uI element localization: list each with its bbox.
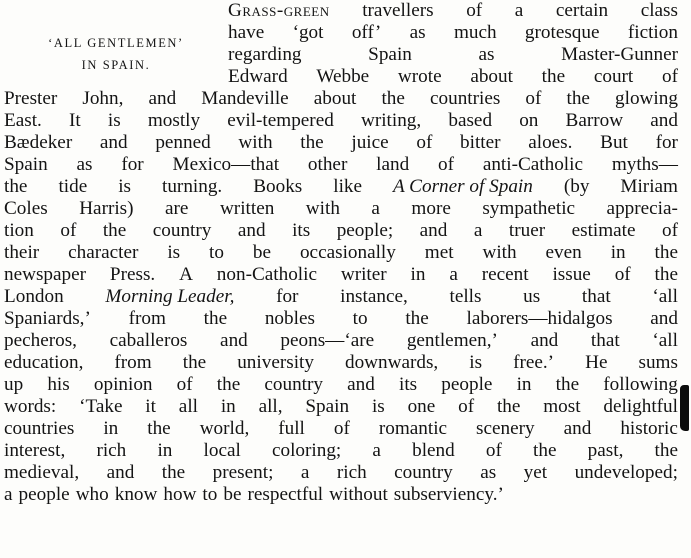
word: much	[453, 22, 497, 43]
word: of	[662, 66, 678, 87]
word: without	[329, 484, 388, 505]
word: Mandeville	[201, 88, 289, 109]
word: (by	[563, 176, 590, 197]
word: and	[148, 88, 177, 109]
word: country	[264, 374, 323, 395]
word: people;	[336, 220, 394, 241]
word: and	[650, 110, 678, 131]
word: bitter	[460, 132, 501, 153]
word: like	[333, 176, 363, 197]
word: John,	[82, 88, 124, 109]
text-line-20	[4, 418, 678, 440]
word: and	[347, 374, 375, 395]
word: evil-tempered	[227, 110, 334, 131]
word: be	[223, 484, 242, 505]
word: from	[128, 308, 166, 329]
word: for	[276, 286, 299, 307]
word: Master-Gunner	[561, 44, 678, 65]
word: undeveloped;	[574, 462, 678, 483]
word: ‘Take	[79, 396, 123, 417]
word: and	[419, 220, 448, 241]
word: free.’	[513, 352, 555, 373]
word: grotesque	[524, 22, 600, 43]
word: medieval,	[4, 462, 80, 483]
word: for	[121, 154, 144, 175]
word: of	[438, 154, 454, 175]
word: sums	[638, 352, 678, 373]
word: and	[220, 330, 248, 351]
text-line-11	[4, 220, 678, 242]
text-line-15	[4, 308, 678, 330]
word: is	[469, 352, 483, 373]
word: as	[409, 22, 426, 43]
word: pecheros,	[4, 330, 77, 351]
text-line-21	[4, 440, 678, 462]
word: respectful	[247, 484, 324, 505]
word: all	[178, 396, 198, 417]
word: and	[106, 462, 135, 483]
word: laborers—hidalgos	[466, 308, 613, 329]
word: full	[278, 418, 305, 439]
word: Mexico—that	[172, 154, 280, 175]
text-line-6	[4, 110, 678, 132]
text-line-3	[228, 44, 678, 66]
word: the	[216, 374, 241, 395]
text-line-2	[228, 22, 678, 44]
word: most	[543, 396, 581, 417]
word: rich	[336, 462, 367, 483]
word: nobles	[264, 308, 315, 329]
word: penned	[155, 132, 211, 153]
word: Harris)	[79, 198, 134, 219]
text-line-8	[4, 154, 678, 176]
word: based	[448, 110, 493, 131]
word: from	[114, 352, 152, 373]
word: of	[485, 440, 502, 461]
word: of	[458, 396, 475, 417]
word: estimate	[571, 220, 636, 241]
text-fragment: Grass-green	[228, 0, 330, 21]
word: for	[655, 132, 678, 153]
word: have	[228, 22, 265, 43]
word: people	[441, 374, 493, 395]
word: up	[4, 374, 24, 395]
word: fiction	[627, 22, 678, 43]
side-heading-line-2: IN SPAIN.	[81, 58, 151, 72]
word: in	[220, 396, 236, 417]
word: the	[203, 308, 228, 329]
text-line-9	[4, 176, 678, 198]
word: more	[411, 198, 451, 219]
word: regarding	[228, 44, 302, 65]
word: in	[103, 418, 119, 439]
word: is	[167, 242, 181, 263]
word: Miriam	[620, 176, 678, 197]
word: the	[300, 132, 324, 153]
word: of	[525, 88, 542, 109]
word: of	[466, 0, 483, 21]
text-fragment: Morning Leader,	[105, 286, 235, 307]
word: university	[237, 352, 314, 373]
word: Prester	[4, 88, 58, 109]
word: in	[516, 374, 532, 395]
word: and	[99, 132, 128, 153]
word: recent	[481, 264, 529, 285]
word: turning.	[162, 176, 223, 197]
word: tion	[4, 220, 34, 241]
word: peons—‘are	[280, 330, 375, 351]
word: be	[252, 242, 272, 263]
word: the	[4, 176, 28, 197]
word: the	[405, 308, 429, 329]
word: Edward	[228, 66, 288, 87]
word: ‘all	[652, 330, 678, 351]
word: with	[482, 242, 517, 263]
text-line-14	[4, 286, 678, 308]
ink-blot	[680, 385, 689, 431]
word: of	[333, 418, 350, 439]
text-line-7	[4, 132, 678, 154]
word: Spain	[305, 396, 350, 417]
word: Books	[253, 176, 303, 197]
word: the	[161, 462, 186, 483]
word: written	[219, 198, 275, 219]
word: the	[182, 352, 207, 373]
text-line-10	[4, 198, 678, 220]
word: Coles	[4, 198, 48, 219]
word: met	[424, 242, 454, 263]
word: yet	[523, 462, 548, 483]
word: truer	[508, 220, 546, 241]
word: Spain	[4, 154, 48, 175]
word: to	[352, 308, 368, 329]
word: words:	[4, 396, 57, 417]
word: a	[449, 264, 458, 285]
word: the	[381, 88, 405, 109]
word: a	[372, 440, 381, 461]
word: country	[152, 220, 212, 241]
word: and	[530, 330, 559, 351]
text-line-5	[4, 88, 678, 110]
word: He	[585, 352, 608, 373]
word: with	[238, 132, 273, 153]
word: and	[650, 308, 678, 329]
word: their	[4, 242, 40, 263]
word: gentlemen,’	[406, 330, 498, 351]
word: is	[107, 110, 121, 131]
word: It	[69, 110, 81, 131]
text-line-17	[4, 352, 678, 374]
word: caballeros	[109, 330, 188, 351]
word: certain	[555, 0, 609, 21]
word: ‘got	[292, 22, 324, 43]
word: the	[654, 242, 678, 263]
side-heading-line-1: ‘ALL GENTLEMEN’	[48, 36, 184, 50]
word: a	[371, 198, 380, 219]
word: of	[614, 264, 631, 285]
word: of	[176, 374, 193, 395]
text-line-23	[4, 484, 678, 506]
word: anti-Catholic	[482, 154, 583, 175]
word: Spain	[368, 44, 412, 65]
word: country	[394, 462, 453, 483]
text-line-22	[4, 462, 678, 484]
word: past,	[587, 440, 624, 461]
word: a	[4, 484, 13, 505]
word: in	[410, 264, 426, 285]
word: as	[478, 44, 495, 65]
text-line-13	[4, 264, 678, 286]
word: opinion	[93, 374, 153, 395]
word: one	[407, 396, 436, 417]
word: in	[157, 440, 173, 461]
word: a	[514, 0, 524, 21]
word: even	[545, 242, 582, 263]
word: But	[600, 132, 628, 153]
word: all,	[258, 396, 283, 417]
word: coloring;	[271, 440, 342, 461]
word: scenery	[476, 418, 535, 439]
word: mostly	[147, 110, 201, 131]
word: to	[202, 484, 218, 505]
word: rich	[96, 440, 127, 461]
word: occasionally	[299, 242, 396, 263]
word: its	[292, 220, 311, 241]
word: us	[523, 286, 541, 307]
word: that	[581, 286, 611, 307]
word: newspaper	[4, 264, 87, 285]
word: Bædeker	[4, 132, 73, 153]
text-line-12	[4, 242, 678, 264]
word: is	[118, 176, 132, 197]
word: who	[75, 484, 109, 505]
word: writer	[340, 264, 387, 285]
word: following	[603, 374, 678, 395]
word: myths—	[611, 154, 678, 175]
word: world,	[199, 418, 250, 439]
word: writing,	[360, 110, 422, 131]
word: the	[147, 418, 171, 439]
word: and	[563, 418, 592, 439]
word: other	[307, 154, 348, 175]
word: the	[541, 66, 566, 87]
word: Webbe	[316, 66, 370, 87]
word: the	[102, 220, 127, 241]
word: tide	[58, 176, 88, 197]
word: delightful	[603, 396, 678, 417]
word: interest,	[4, 440, 66, 461]
word: A	[179, 264, 193, 285]
word: glowing	[615, 88, 678, 109]
word: the	[496, 396, 521, 417]
text-fragment: A Corner of Spain	[393, 176, 533, 197]
word: class	[640, 0, 678, 21]
word: romantic	[378, 418, 448, 439]
word: court	[593, 66, 634, 87]
word: historic	[620, 418, 678, 439]
word: on	[519, 110, 539, 131]
word: wrote	[397, 66, 442, 87]
word: countries	[4, 418, 75, 439]
word: people	[18, 484, 70, 505]
word: juice	[351, 132, 389, 153]
word: ‘all	[652, 286, 678, 307]
text-line-1	[228, 0, 678, 22]
word: the	[566, 88, 590, 109]
word: a	[300, 462, 310, 483]
word: the	[533, 440, 557, 461]
word: Barrow	[565, 110, 624, 131]
word: instance,	[340, 286, 408, 307]
word: character	[68, 242, 139, 263]
word: education,	[4, 352, 84, 373]
word: off’	[351, 22, 382, 43]
word: in	[610, 242, 626, 263]
word: subserviency.’	[393, 484, 504, 505]
word: East.	[4, 110, 42, 131]
word: present;	[212, 462, 274, 483]
word: London	[4, 286, 64, 307]
word: his	[47, 374, 70, 395]
word: blend	[412, 440, 455, 461]
text-line-4	[228, 66, 678, 88]
word: that	[590, 330, 620, 351]
word: issue	[552, 264, 591, 285]
word: as	[76, 154, 93, 175]
text-line-16	[4, 330, 678, 352]
word: about	[470, 66, 513, 87]
word: the	[654, 264, 678, 285]
word: the	[654, 440, 678, 461]
word: aloes.	[528, 132, 573, 153]
word: non-Catholic	[216, 264, 317, 285]
word: as	[480, 462, 497, 483]
word: Spaniards,’	[4, 308, 91, 329]
word: about	[313, 88, 357, 109]
word: apprecia-	[606, 198, 678, 219]
word: downwards,	[344, 352, 439, 373]
word: is	[371, 396, 385, 417]
word: its	[399, 374, 418, 395]
word: how	[163, 484, 197, 505]
word: it	[145, 396, 156, 417]
word: of	[662, 220, 678, 241]
text-line-18	[4, 374, 678, 396]
side-heading	[4, 32, 228, 76]
word: a	[473, 220, 483, 241]
word: Press.	[109, 264, 156, 285]
word: countries	[430, 88, 501, 109]
word: sympathetic	[482, 198, 576, 219]
word: of	[60, 220, 77, 241]
text-line-19	[4, 396, 678, 418]
word: are	[165, 198, 189, 219]
word: travellers	[362, 0, 434, 21]
word: land	[376, 154, 410, 175]
word: tells	[449, 286, 482, 307]
word: to	[209, 242, 224, 263]
word: of	[416, 132, 433, 153]
word: know	[114, 484, 158, 505]
word: the	[555, 374, 580, 395]
word: with	[305, 198, 340, 219]
word: local	[203, 440, 241, 461]
word: and	[237, 220, 266, 241]
